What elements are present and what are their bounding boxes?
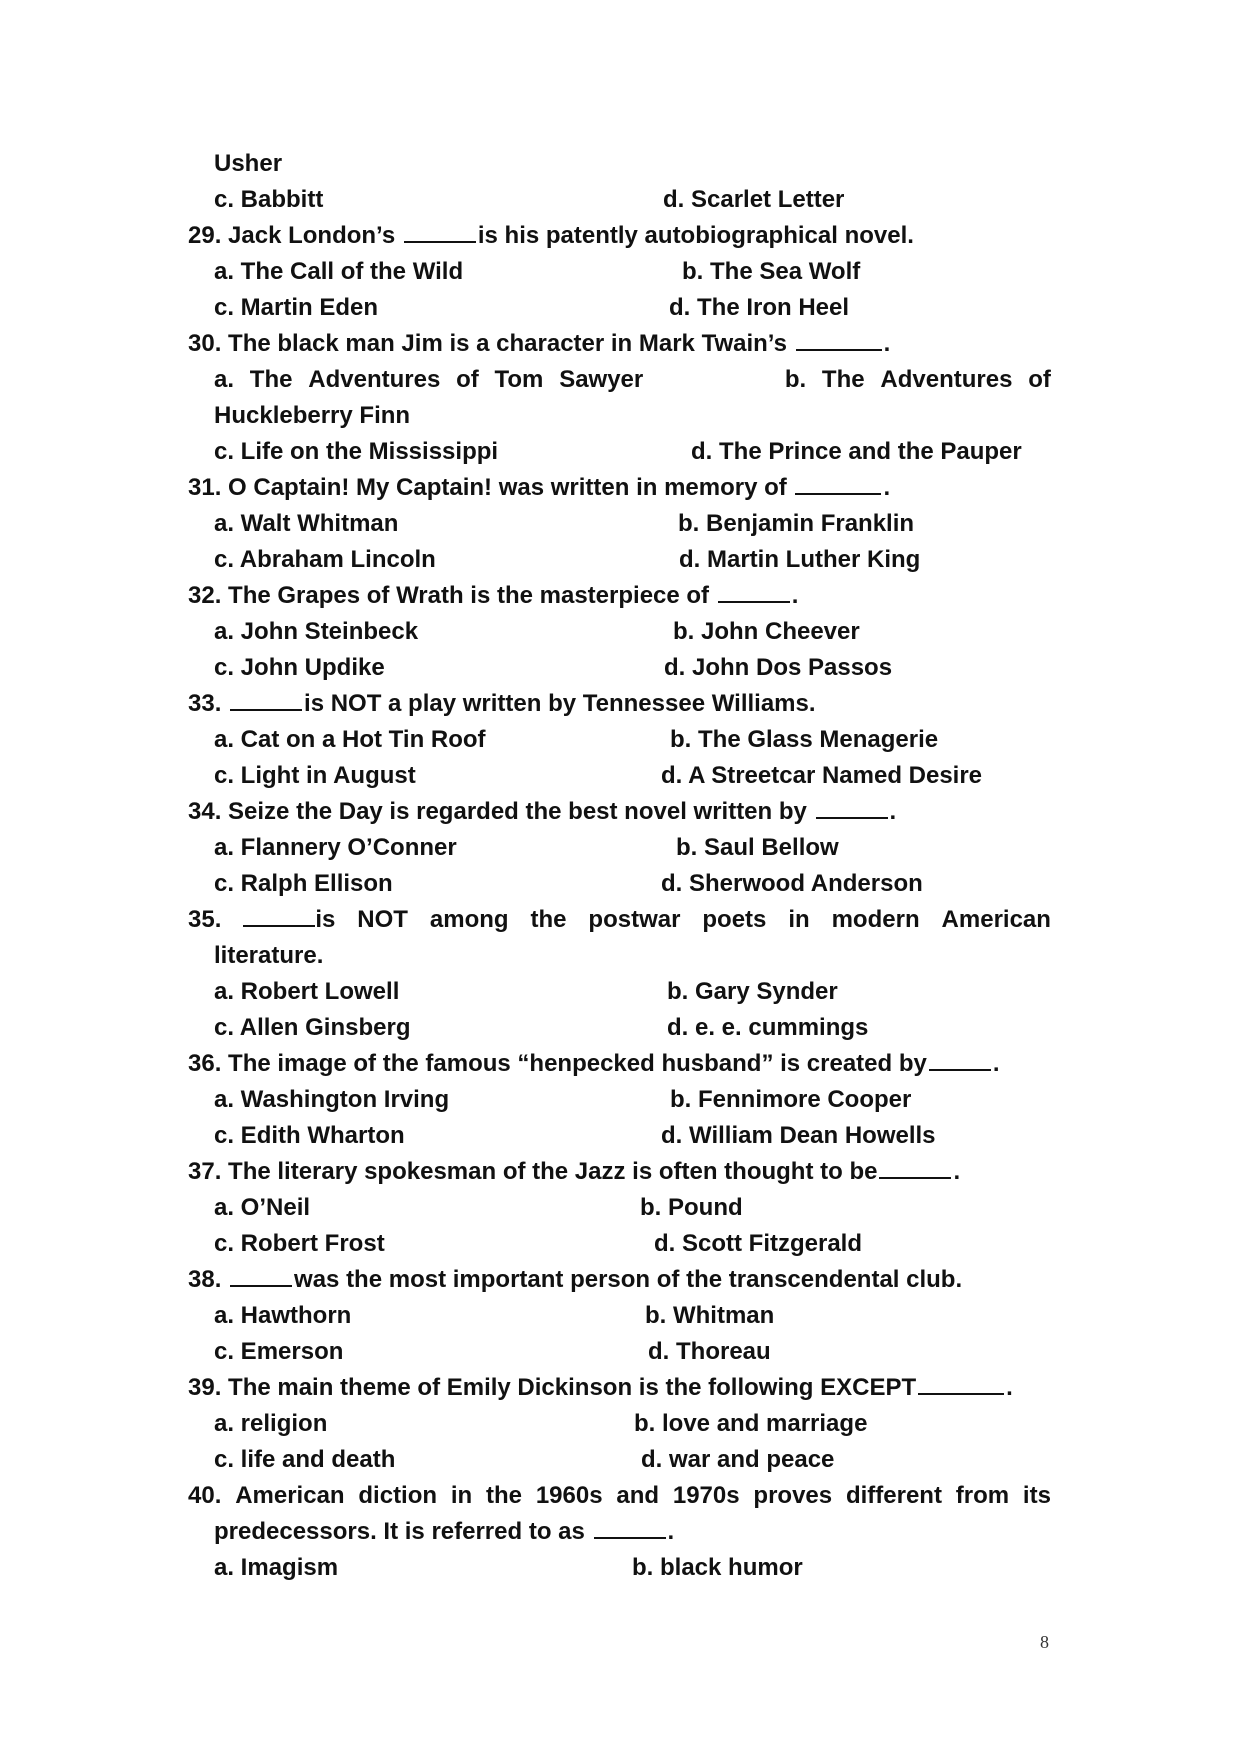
option-c: c. Martin Eden	[214, 294, 379, 321]
question-text: 29. Jack London’s	[188, 222, 402, 249]
question-word: among	[429, 906, 509, 933]
question-text: is NOT a play written by Tennessee Williams.	[304, 690, 816, 717]
option-row	[188, 722, 1051, 758]
option-d: d. The Prince and the Pauper	[691, 438, 1022, 465]
option-word: Adventures	[880, 366, 1013, 393]
question-word: American	[235, 1482, 345, 1509]
question-29	[188, 218, 1051, 254]
option-word: The	[821, 366, 865, 393]
option-c: c. Ralph Ellison	[214, 870, 393, 897]
answer-blank	[929, 1047, 991, 1071]
option-a: a. Robert Lowell	[214, 978, 400, 1005]
option-row	[188, 866, 1051, 902]
option-a: a. Walt Whitman	[214, 510, 399, 537]
answer-blank	[918, 1371, 1004, 1395]
option-c: c. Abraham Lincoln	[214, 546, 436, 573]
question-text: 36. The image of the famous “henpecked husband” is created by	[188, 1050, 927, 1077]
option-b: b. The Sea Wolf	[682, 258, 861, 285]
option-b: b. Gary Synder	[667, 978, 838, 1005]
question-word: in	[450, 1482, 473, 1509]
answer-blank	[879, 1155, 951, 1179]
option-word: Adventures	[308, 366, 441, 393]
spacer	[659, 362, 769, 398]
question-30	[188, 326, 1051, 362]
question-text: 37. The literary spokesman of the Jazz is often thought to be	[188, 1158, 878, 1185]
question-continuation	[188, 146, 1051, 182]
question-33	[188, 686, 1051, 722]
option-d: d. The Iron Heel	[669, 294, 850, 321]
option-b: b. Benjamin Franklin	[678, 510, 915, 537]
option-row	[188, 614, 1051, 650]
option-row	[188, 182, 1051, 218]
question-word: different	[845, 1482, 942, 1509]
question-text: is his patently autobiographical novel.	[477, 222, 914, 249]
question-text: predecessors. It is referred to as	[214, 1518, 592, 1545]
option-b: b. The Glass Menagerie	[670, 726, 939, 753]
option-row-justified	[188, 362, 1051, 398]
option-row	[188, 758, 1051, 794]
option-a: a. Imagism	[214, 1554, 339, 1581]
question-36	[188, 1046, 1051, 1082]
option-a: a. religion	[214, 1410, 328, 1437]
question-word: 1960s	[535, 1482, 603, 1509]
question-text: 38.	[188, 1266, 229, 1293]
answer-blank	[243, 903, 315, 927]
question-40	[188, 1478, 1051, 1514]
option-row	[188, 830, 1051, 866]
question-39	[188, 1370, 1051, 1406]
question-text: .	[889, 798, 897, 825]
option-c: c. Edith Wharton	[214, 1122, 405, 1149]
option-a: a. O’Neil	[214, 1194, 311, 1221]
option-word: of	[1028, 366, 1051, 393]
option-row	[188, 1226, 1051, 1262]
option-row	[188, 1298, 1051, 1334]
option-row	[188, 650, 1051, 686]
question-word: poets	[702, 906, 767, 933]
option-row	[188, 254, 1051, 290]
question-text: 30. The black man Jim is a character in Mark Twain’s	[188, 330, 794, 357]
question-text: .	[667, 1518, 675, 1545]
question-text: 32. The Grapes of Wrath is the masterpiece of	[188, 582, 716, 609]
option-row	[188, 1082, 1051, 1118]
page-number: 8	[1040, 1632, 1049, 1652]
option-a: a. Flannery O’Conner	[214, 834, 457, 861]
question-text: .	[992, 1050, 1000, 1077]
question-text: 34. Seize the Day is regarded the best novel written by	[188, 798, 814, 825]
option-word: The	[249, 366, 293, 393]
answer-blank	[816, 795, 888, 819]
question-word: the	[486, 1482, 522, 1509]
option-row	[188, 1118, 1051, 1154]
option-a: a. Hawthorn	[214, 1302, 352, 1329]
option-row	[188, 1442, 1051, 1478]
question-text: 33.	[188, 690, 229, 717]
question-text: .	[953, 1158, 961, 1185]
question-35	[188, 902, 1051, 938]
question-text: .	[791, 582, 799, 609]
option-d: d. war and peace	[641, 1446, 835, 1473]
option-c: c. Allen Ginsberg	[214, 1014, 411, 1041]
question-list	[188, 146, 1051, 1586]
question-31	[188, 470, 1051, 506]
question-32	[188, 578, 1051, 614]
question-text: 31. O Captain! My Captain! was written in memory of	[188, 474, 794, 501]
option-b: b. black humor	[632, 1554, 803, 1581]
option-row	[188, 1010, 1051, 1046]
option-d: d. Scott Fitzgerald	[654, 1230, 863, 1257]
question-word: 1970s	[672, 1482, 740, 1509]
option-a: a. Washington Irving	[214, 1086, 450, 1113]
answer-blank	[230, 687, 302, 711]
question-word: proves	[753, 1482, 833, 1509]
option-row	[188, 1550, 1051, 1586]
question-word: the	[530, 906, 567, 933]
question-37	[188, 1154, 1051, 1190]
question-text: 39. The main theme of Emily Dickinson is the following EXCEPT	[188, 1374, 917, 1401]
option-b: b. John Cheever	[673, 618, 860, 645]
question-text: was the most important person of the transcendental club.	[294, 1266, 963, 1293]
option-word: of	[456, 366, 479, 393]
option-c: c. Emerson	[214, 1338, 344, 1365]
option-a: a. The Call of the Wild	[214, 258, 464, 285]
option-word: Sawyer	[559, 366, 644, 393]
option-c: c. life and death	[214, 1446, 396, 1473]
option-b: b. Saul Bellow	[676, 834, 839, 861]
option-c: c. John Updike	[214, 654, 385, 681]
option-b: b. Pound	[640, 1194, 743, 1221]
option-d: d. William Dean Howells	[661, 1122, 936, 1149]
question-word: diction	[358, 1482, 438, 1509]
option-c: c. Robert Frost	[214, 1230, 385, 1257]
option-b: b. Whitman	[645, 1302, 775, 1329]
question-word: and	[616, 1482, 660, 1509]
question-word: from	[955, 1482, 1010, 1509]
question-continuation	[188, 938, 1051, 974]
question-word: 40.	[188, 1482, 222, 1509]
answer-blank	[795, 471, 881, 495]
question-word: is	[315, 906, 336, 933]
option-row	[188, 1190, 1051, 1226]
question-word: NOT	[357, 906, 408, 933]
option-d: d. A Streetcar Named Desire	[661, 762, 983, 789]
option-c: c. Life on the Mississippi	[214, 438, 499, 465]
question-continuation	[188, 1514, 1051, 1550]
option-d: d. Martin Luther King	[679, 546, 921, 573]
question-text: .	[883, 474, 891, 501]
answer-blank	[594, 1515, 666, 1539]
option-row	[188, 290, 1051, 326]
answer-blank	[230, 1263, 292, 1287]
option-c: c. Light in August	[214, 762, 416, 789]
option-a: a. John Steinbeck	[214, 618, 419, 645]
option-d: d. John Dos Passos	[664, 654, 893, 681]
question-38	[188, 1262, 1051, 1298]
question-text: literature.	[214, 942, 324, 969]
option-word: a.	[214, 366, 235, 393]
option-row	[188, 542, 1051, 578]
option-a: a. Cat on a Hot Tin Roof	[214, 726, 486, 753]
option-row	[188, 434, 1051, 470]
option-c: c. Babbitt	[214, 186, 324, 213]
option-d: d. Thoreau	[648, 1338, 771, 1365]
question-word: modern	[831, 906, 920, 933]
continuation-text: Usher	[214, 150, 283, 177]
option-b: b. love and marriage	[634, 1410, 868, 1437]
option-d: d. Scarlet Letter	[663, 186, 845, 213]
option-b-continuation: Huckleberry Finn	[214, 402, 411, 429]
option-row	[188, 506, 1051, 542]
option-word: Tom	[494, 366, 544, 393]
option-continuation	[188, 398, 1051, 434]
question-word: postwar	[588, 906, 681, 933]
question-word: its	[1022, 1482, 1051, 1509]
option-row	[188, 1406, 1051, 1442]
question-34	[188, 794, 1051, 830]
option-row	[188, 1334, 1051, 1370]
option-d: d. Sherwood Anderson	[661, 870, 923, 897]
option-word: b.	[784, 366, 807, 393]
answer-blank	[404, 219, 476, 243]
answer-blank	[796, 327, 882, 351]
option-b: b. Fennimore Cooper	[670, 1086, 912, 1113]
question-word: 35.	[188, 906, 222, 933]
question-text: .	[1006, 1374, 1013, 1401]
question-word: in	[788, 906, 810, 933]
question-text: .	[883, 330, 891, 357]
question-word: American	[941, 906, 1051, 933]
option-d: d. e. e. cummings	[667, 1014, 869, 1041]
option-row	[188, 974, 1051, 1010]
answer-blank	[718, 579, 790, 603]
